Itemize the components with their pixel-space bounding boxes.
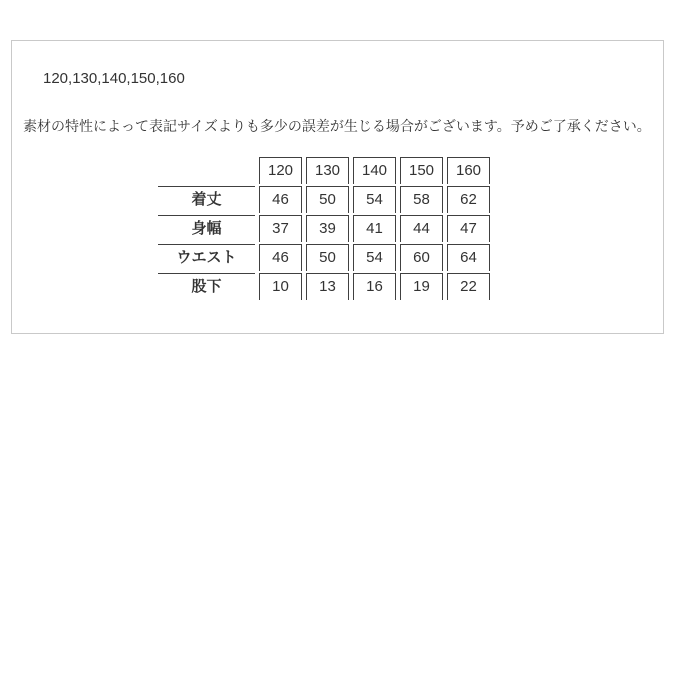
value-cell: 50	[306, 244, 349, 271]
size-column-header-120: 120	[259, 157, 302, 184]
value-cell: 58	[400, 186, 443, 213]
corner-cell	[158, 157, 255, 184]
material-notice-text: 素材の特性によって表記サイズよりも多少の誤差が生じる場合がございます。予めご了承ください。	[23, 118, 651, 134]
value-cell: 54	[353, 186, 396, 213]
row-label-width: 身幅	[158, 215, 255, 242]
value-cell: 46	[259, 186, 302, 213]
value-cell: 22	[447, 273, 490, 300]
size-chart-header-row	[158, 157, 490, 184]
value-cell: 54	[353, 244, 396, 271]
size-info-panel	[11, 40, 664, 334]
size-chart-table	[154, 155, 494, 302]
row-label-inseam: 股下	[158, 273, 255, 300]
size-column-header-140: 140	[353, 157, 396, 184]
size-column-header-130: 130	[306, 157, 349, 184]
value-cell: 10	[259, 273, 302, 300]
value-cell: 41	[353, 215, 396, 242]
table-row-length	[158, 186, 490, 213]
table-row-width	[158, 215, 490, 242]
value-cell: 44	[400, 215, 443, 242]
value-cell: 19	[400, 273, 443, 300]
value-cell: 39	[306, 215, 349, 242]
size-column-header-160: 160	[447, 157, 490, 184]
value-cell: 62	[447, 186, 490, 213]
value-cell: 16	[353, 273, 396, 300]
table-row-inseam	[158, 273, 490, 300]
row-label-waist: ウエスト	[158, 244, 255, 271]
value-cell: 37	[259, 215, 302, 242]
value-cell: 13	[306, 273, 349, 300]
value-cell: 46	[259, 244, 302, 271]
row-label-length: 着丈	[158, 186, 255, 213]
value-cell: 64	[447, 244, 490, 271]
size-column-header-150: 150	[400, 157, 443, 184]
table-row-waist	[158, 244, 490, 271]
value-cell: 60	[400, 244, 443, 271]
value-cell: 47	[447, 215, 490, 242]
size-list-text: 120,130,140,150,160	[43, 70, 185, 87]
value-cell: 50	[306, 186, 349, 213]
